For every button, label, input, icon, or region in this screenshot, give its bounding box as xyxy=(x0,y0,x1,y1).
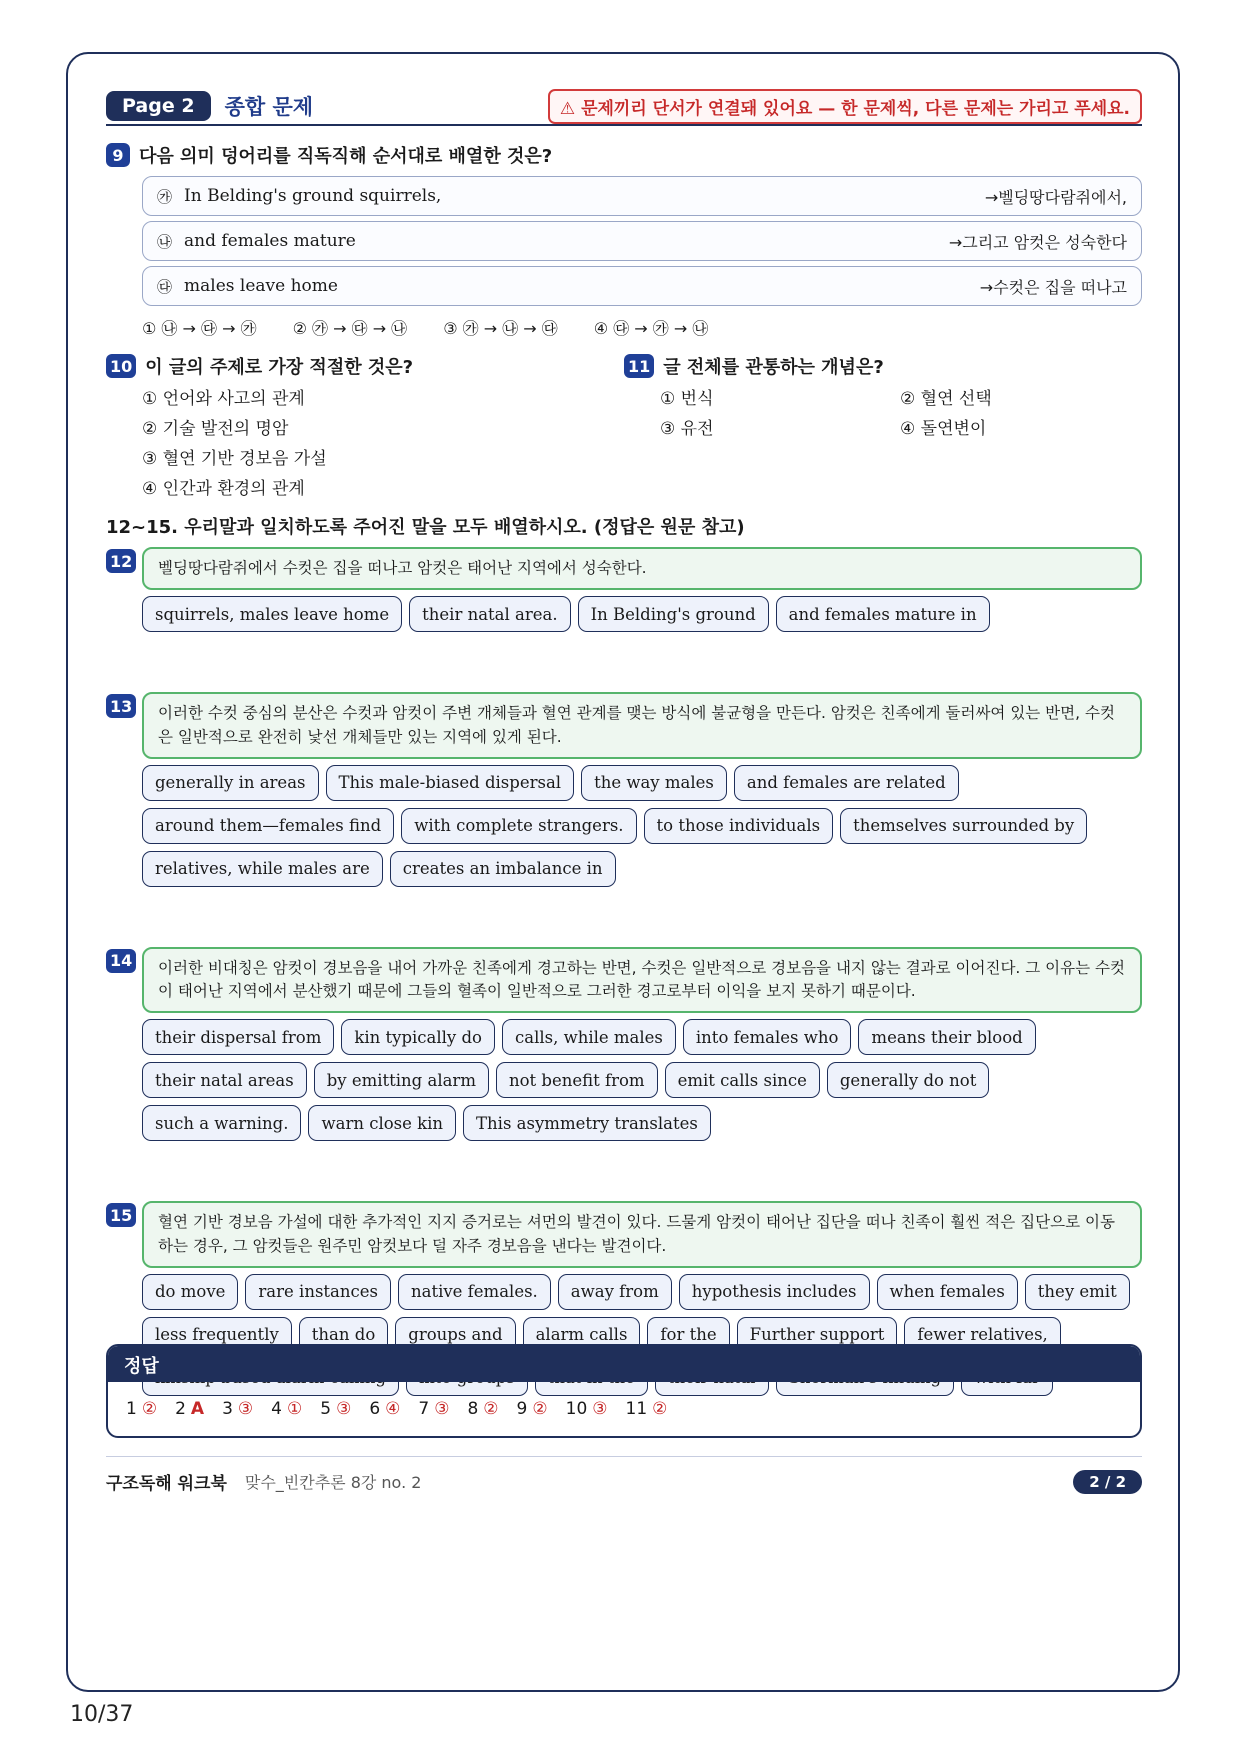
question-number-badge: 13 xyxy=(106,694,136,718)
option[interactable]: ④ ㉰ → ㉮ → ㉯ xyxy=(593,319,709,338)
word-chip[interactable]: alarm calls xyxy=(523,1317,641,1353)
sheet-number: 10/37 xyxy=(70,1702,134,1727)
word-chip[interactable]: and females mature in xyxy=(776,596,990,632)
answer-item: 5 ③ xyxy=(320,1399,352,1419)
chunk-mark: ㉯ xyxy=(157,232,173,251)
word-chip[interactable]: rare instances xyxy=(245,1274,391,1310)
option[interactable]: ③ 혈연 기반 경보음 가설 xyxy=(142,449,327,469)
word-chip[interactable]: This male-biased dispersal xyxy=(326,765,575,801)
page-indicator: 2 / 2 xyxy=(1073,1470,1142,1494)
word-chip[interactable]: calls, while males xyxy=(502,1019,676,1055)
page-badge: Page 2 xyxy=(106,91,211,121)
chunk-translation: →벨딩땅다람쥐에서, xyxy=(984,187,1127,207)
option[interactable]: ④ 돌연변이 xyxy=(900,419,987,439)
question-12 xyxy=(106,547,1142,632)
word-chip[interactable]: their dispersal from xyxy=(142,1019,334,1055)
word-chip[interactable]: with complete strangers. xyxy=(401,808,636,844)
answer-item: 11 ② xyxy=(625,1399,668,1419)
word-chip[interactable]: fewer relatives, xyxy=(904,1317,1060,1353)
answer-item: 4 ① xyxy=(271,1399,303,1419)
option[interactable]: ② 혈연 선택 xyxy=(900,389,992,409)
korean-sentence-box: 이러한 수컷 중심의 분산은 수컷과 암컷이 주변 개체들과 혈연 관계를 맺는 방식에 불균형을 만든다. 암컷은 친족에게 둘러싸여 있는 반면, 수컷은 일반적으로 완전히 낯선 개체들만 있는 지역에 있게 된다. xyxy=(142,692,1142,759)
word-chip[interactable]: to those individuals xyxy=(644,808,834,844)
question-number-badge: 14 xyxy=(106,949,136,973)
word-chip[interactable]: they emit xyxy=(1025,1274,1130,1310)
question-number-badge: 11 xyxy=(624,354,654,378)
footer-brand: 구조독해 워크북 xyxy=(106,1474,227,1494)
page-header xyxy=(106,92,1142,126)
question-14 xyxy=(106,947,1142,1142)
word-chip[interactable]: In Belding's ground xyxy=(578,596,769,632)
word-chip[interactable]: the way males xyxy=(581,765,727,801)
chunk-mark: ㉰ xyxy=(157,277,173,296)
word-chip[interactable]: not benefit from xyxy=(496,1062,658,1098)
korean-sentence-box: 혈연 기반 경보음 가설에 대한 추가적인 지지 증거로는 셔먼의 발견이 있다. 드물게 암컷이 태어난 집단을 떠나 친족이 훨씬 적은 집단으로 이동하는 경우, 그 암컷들은 원주민 암컷보다 덜 자주 경보음을 낸다는 발견이다. xyxy=(142,1201,1142,1268)
question-11 xyxy=(624,353,1142,499)
page-footer xyxy=(106,1456,1142,1494)
answer-item: 9 ② xyxy=(516,1399,548,1419)
word-bank xyxy=(142,765,1142,887)
page-content xyxy=(106,92,1142,1494)
footer-subtitle: 맞수_빈칸추론 8강 no. 2 xyxy=(244,1473,422,1492)
word-chip[interactable]: creates an imbalance in xyxy=(390,851,616,887)
option[interactable]: ① 번식 xyxy=(660,389,714,409)
word-bank xyxy=(142,1019,1142,1141)
word-chip[interactable]: emit calls since xyxy=(665,1062,820,1098)
option[interactable]: ③ 유전 xyxy=(660,419,714,439)
answer-key-title: 정답 xyxy=(108,1346,1140,1382)
answer-item: 3 ③ xyxy=(222,1399,254,1419)
chunk-text: males leave home xyxy=(184,276,338,296)
answer-options xyxy=(142,316,1142,339)
worksheet-page xyxy=(66,52,1180,1692)
answer-key-list xyxy=(108,1382,1140,1436)
option[interactable]: ③ ㉮ → ㉯ → ㉰ xyxy=(443,319,558,338)
word-bank xyxy=(142,596,1142,632)
answer-item: 2 A xyxy=(175,1399,205,1419)
korean-sentence-box: 이러한 비대칭은 암컷이 경보음을 내어 가까운 친족에게 경고하는 반면, 수컷은 일반적으로 경보음을 내지 않는 결과로 이어진다. 그 이유는 수컷이 태어난 지역에서 분산했기 때문에 그들의 혈족이 일반적으로 그러한 경고로부터 이익을 보지 못하기 때문이다. xyxy=(142,947,1142,1014)
question-number-badge: 15 xyxy=(106,1203,136,1227)
word-chip[interactable]: groups and xyxy=(395,1317,515,1353)
korean-sentence-box: 벨딩땅다람쥐에서 수컷은 집을 떠나고 암컷은 태어난 지역에서 성숙한다. xyxy=(142,547,1142,590)
word-chip[interactable]: means their blood xyxy=(858,1019,1035,1055)
word-chip[interactable]: less frequently xyxy=(142,1317,292,1353)
chunk-row xyxy=(142,266,1142,306)
option[interactable]: ① 언어와 사고의 관계 xyxy=(142,389,305,409)
question-13 xyxy=(106,692,1142,887)
option[interactable]: ② 기술 발전의 명암 xyxy=(142,419,289,439)
answer-key xyxy=(106,1344,1142,1438)
word-chip[interactable]: relatives, while males are xyxy=(142,851,383,887)
page-title: 종합 문제 xyxy=(224,95,314,119)
word-chip[interactable]: native females. xyxy=(398,1274,551,1310)
chunk-text: In Belding's ground squirrels, xyxy=(184,186,442,206)
answer-item: 7 ③ xyxy=(418,1399,450,1419)
option[interactable]: ④ 인간과 환경의 관계 xyxy=(142,479,305,499)
warning-notice: ⚠ 문제끼리 단서가 연결돼 있어요 — 한 문제씩, 다른 문제는 가리고 푸세요. xyxy=(548,89,1142,124)
question-number-badge: 12 xyxy=(106,549,136,573)
word-chip[interactable]: warn close kin xyxy=(308,1105,456,1141)
option-grid xyxy=(660,384,1142,439)
questions-10-11 xyxy=(106,353,1142,499)
chunk-mark: ㉮ xyxy=(157,187,173,206)
word-chip[interactable]: such a warning. xyxy=(142,1105,301,1141)
answer-item: 1 ② xyxy=(126,1399,158,1419)
question-text: 다음 의미 덩어리를 직독직해 순서대로 배열한 것은? xyxy=(139,146,553,167)
question-number-badge: 9 xyxy=(106,143,130,167)
chunk-text: and females mature xyxy=(184,231,356,251)
question-text: 이 글의 주제로 가장 적절한 것은? xyxy=(145,357,414,378)
word-chip[interactable]: themselves surrounded by xyxy=(840,808,1087,844)
answer-item: 10 ③ xyxy=(565,1399,608,1419)
chunk-row xyxy=(142,176,1142,216)
answer-item: 6 ④ xyxy=(369,1399,401,1419)
word-chip[interactable]: do move xyxy=(142,1274,238,1310)
question-9 xyxy=(106,142,1142,339)
question-10 xyxy=(106,353,624,499)
word-chip[interactable]: generally do not xyxy=(827,1062,990,1098)
word-chip[interactable]: This asymmetry translates xyxy=(463,1105,711,1141)
chunk-translation: →그리고 암컷은 성숙한다 xyxy=(948,232,1127,252)
chunk-row xyxy=(142,221,1142,261)
word-chip[interactable]: for the xyxy=(647,1317,729,1353)
word-chip[interactable]: by emitting alarm xyxy=(314,1062,489,1098)
word-chip[interactable]: their natal area. xyxy=(409,596,570,632)
question-text: 글 전체를 관통하는 개념은? xyxy=(663,357,884,378)
word-chip[interactable]: Further support xyxy=(737,1317,898,1353)
word-chip[interactable]: than do xyxy=(299,1317,388,1353)
word-chip[interactable]: kin typically do xyxy=(341,1019,495,1055)
word-chip[interactable]: when females xyxy=(877,1274,1018,1310)
word-chip[interactable]: their natal areas xyxy=(142,1062,307,1098)
section-heading: 12~15. 우리말과 일치하도록 주어진 말을 모두 배열하시오. (정답은 원문 참고) xyxy=(106,517,745,538)
word-chip[interactable]: around them—females find xyxy=(142,808,394,844)
question-number-badge: 10 xyxy=(106,354,136,378)
chunk-translation: →수컷은 집을 떠나고 xyxy=(979,277,1127,297)
option[interactable]: ① ㉯ → ㉰ → ㉮ xyxy=(142,319,257,338)
word-chip[interactable]: generally in areas xyxy=(142,765,319,801)
option[interactable]: ② ㉮ → ㉰ → ㉯ xyxy=(292,319,408,338)
word-chip[interactable]: and females are related xyxy=(734,765,959,801)
word-chip[interactable]: squirrels, males leave home xyxy=(142,596,402,632)
word-chip[interactable]: away from xyxy=(558,1274,672,1310)
word-chip[interactable]: into females who xyxy=(683,1019,852,1055)
answer-item: 8 ② xyxy=(467,1399,499,1419)
word-chip[interactable]: hypothesis includes xyxy=(679,1274,870,1310)
